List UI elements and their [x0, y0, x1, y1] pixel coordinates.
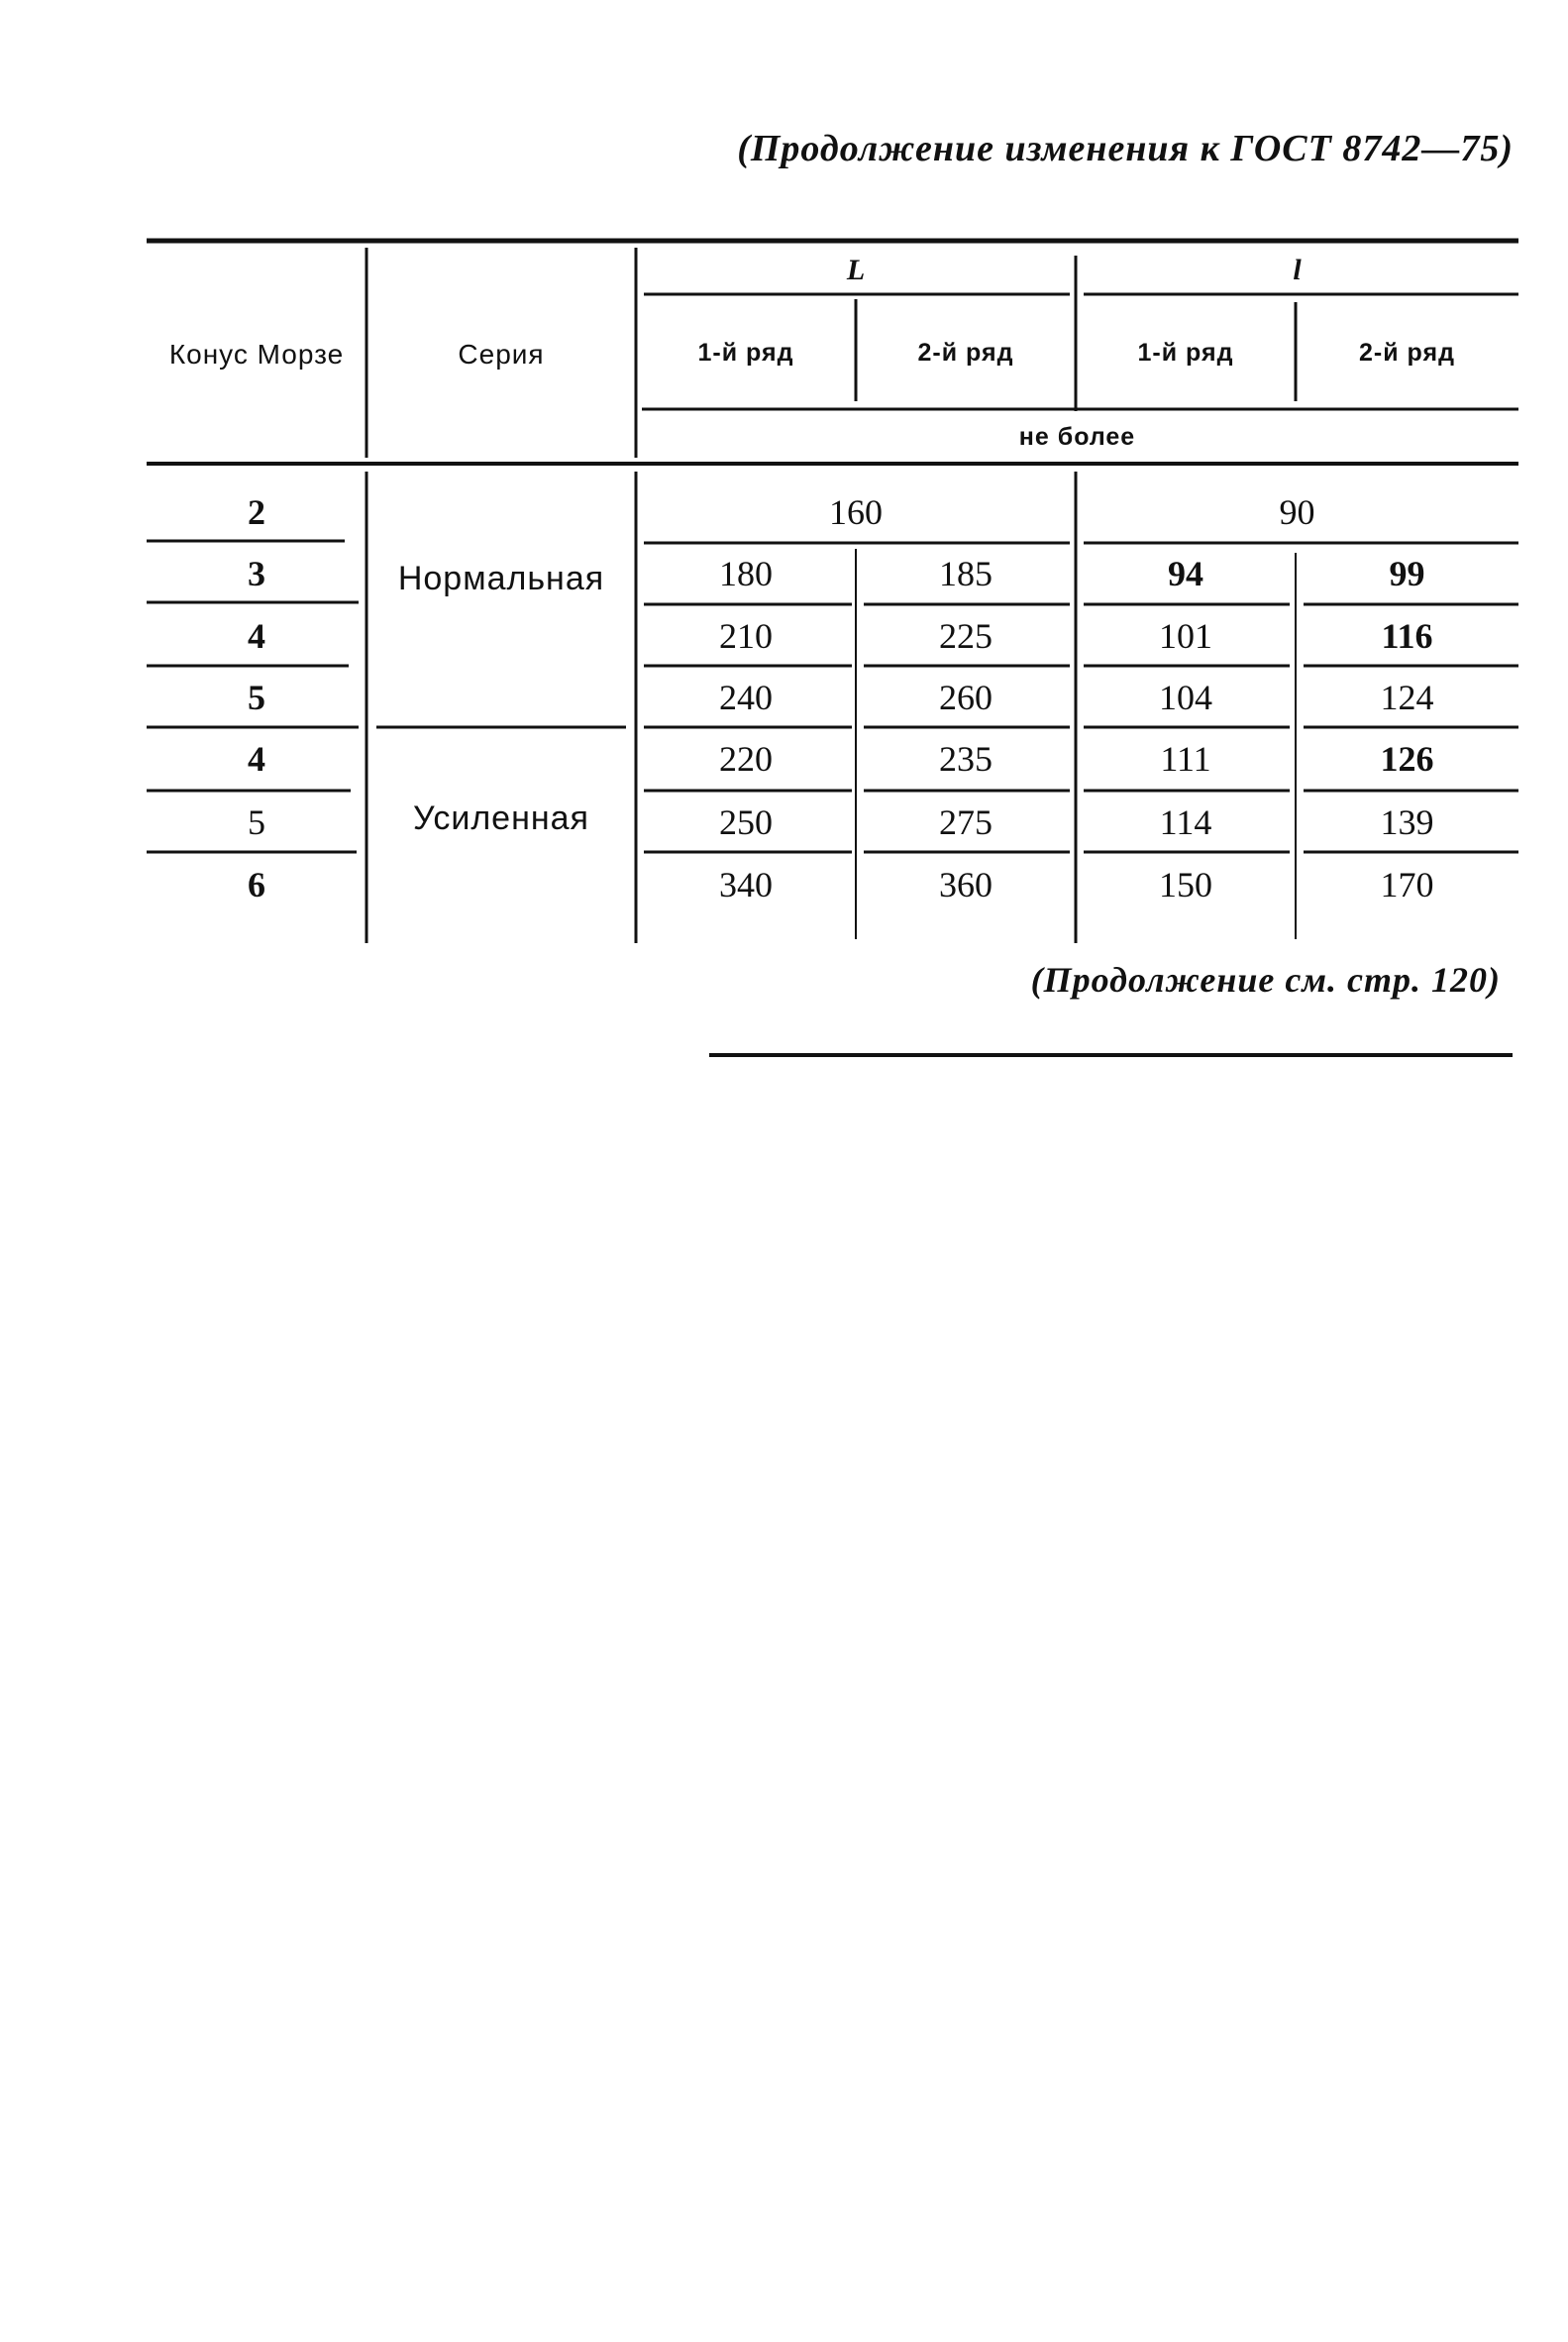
cone-cell: 5 — [248, 678, 265, 717]
L2-cell: 260 — [939, 678, 993, 717]
l2-cell: 170 — [1380, 865, 1434, 905]
cone-cell: 2 — [248, 492, 265, 532]
l-row1-header: 1-й ряд — [1137, 338, 1234, 367]
l1-cell: 114 — [1159, 802, 1212, 842]
l1-cell: 150 — [1159, 865, 1212, 905]
cone-cell: 3 — [248, 554, 265, 593]
L2-cell: 275 — [939, 802, 993, 842]
group-l-header: l — [1293, 253, 1302, 286]
L-merged-cell: 160 — [829, 492, 883, 532]
L2-cell: 225 — [939, 616, 993, 656]
cone-cell: 6 — [248, 865, 265, 905]
L1-cell: 240 — [719, 678, 773, 717]
L1-cell: 340 — [719, 865, 773, 905]
L1-cell: 250 — [719, 802, 773, 842]
col-series-header: Серия — [458, 338, 545, 370]
not-more-header: не более — [1018, 422, 1136, 451]
L-row2-header: 2-й ряд — [917, 338, 1014, 367]
L2-cell: 185 — [939, 554, 993, 593]
l1-cell: 94 — [1168, 554, 1203, 593]
l2-cell: 124 — [1380, 678, 1434, 717]
cone-cell: 4 — [248, 739, 265, 779]
l1-cell: 101 — [1159, 616, 1212, 656]
l2-cell: 126 — [1380, 739, 1434, 779]
l1-cell: 104 — [1159, 678, 1212, 717]
l2-cell: 99 — [1389, 554, 1425, 593]
series-normal-label: Нормальная — [397, 559, 605, 597]
cone-cell: 5 — [248, 802, 265, 842]
l-merged-cell: 90 — [1279, 492, 1315, 532]
L2-cell: 235 — [939, 739, 993, 779]
L1-cell: 210 — [719, 616, 773, 656]
col-cone-header: Конус Морзе — [168, 338, 345, 370]
cone-table — [147, 238, 1518, 946]
footer-note: (Продолжение см. стр. 120) — [1030, 960, 1501, 1000]
series-reinforced-label: Усиленная — [413, 798, 589, 837]
l1-cell: 111 — [1160, 739, 1211, 779]
header-note: (Продолжение изменения к ГОСТ 8742—75) — [737, 128, 1514, 169]
l-row2-header: 2-й ряд — [1359, 338, 1455, 367]
L2-cell: 360 — [939, 865, 993, 905]
footer-rule — [709, 1053, 1513, 1057]
l2-cell: 116 — [1381, 616, 1433, 656]
L1-cell: 180 — [719, 554, 773, 593]
group-L-header: L — [846, 253, 866, 286]
L1-cell: 220 — [719, 739, 773, 779]
L-row1-header: 1-й ряд — [697, 338, 794, 367]
cone-cell: 4 — [248, 616, 265, 656]
l2-cell: 139 — [1380, 802, 1434, 842]
